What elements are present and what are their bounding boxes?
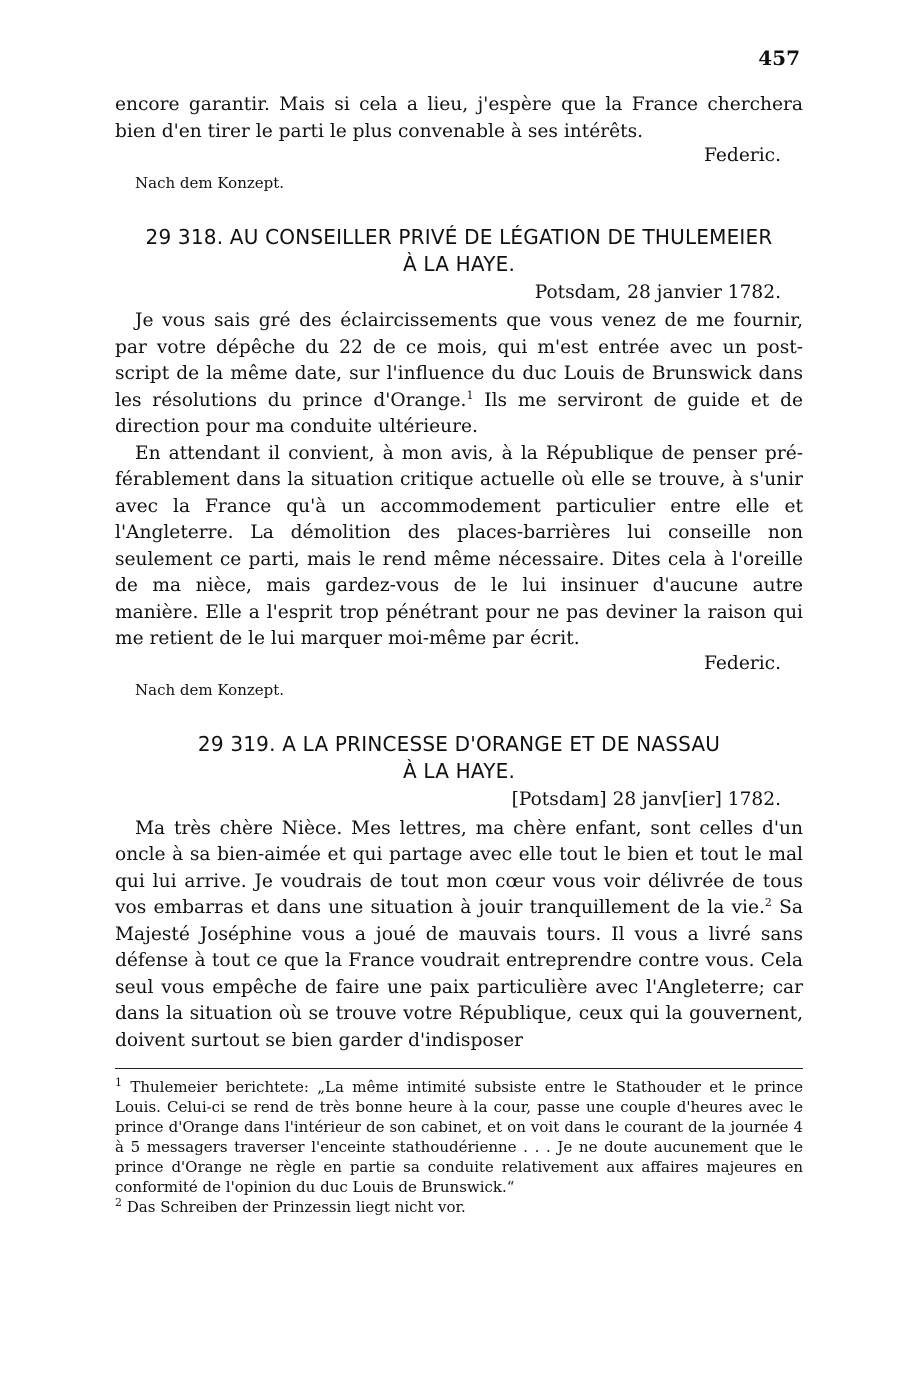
letter-heading	[115, 731, 803, 785]
heading-line-1: 29 319. A LA PRINCESSE D'ORANGE ET DE NASSAU	[197, 732, 721, 756]
intro-section	[115, 92, 803, 194]
footnote-ref: 1	[466, 388, 474, 402]
footnote-text: Thulemeier berichtete: „La même intimité subsiste entre le Stathouder et le prince Louis. Celui-ci se rend de très bonne heure à la cour, passe une couple d'heures avec le prince d'Orange dans l'intérieur de son cabinet, et on voit dans le courant de la journée 4 à 5 messagers traverser l'enceinte stathoudérienne . . . Je ne doute aucunement que le prince d'Orange ne règle en partie sa conduite relativement aux affaires majeures en conformité de l'opinion du duc Louis de Brunswick.“	[115, 1078, 803, 1196]
footnote	[115, 1197, 803, 1217]
letter-date: Potsdam, 28 janvier 1782.	[534, 281, 781, 303]
letter-paragraph: En attendant il convient, à mon avis, à la République de penser pré-férablement dans la situation critique actuelle où elle se trouve, à s'unir avec la France qu'à un accommodement particulier entre elle et l'Angleterre. La démolition des places-barrières lui conseille non seulement ce parti, mais le rend même nécessaire. Dites cela à l'oreille de ma nièce, mais gardez-vous de le lui insinuer d'aucune autre manière. Elle a l'esprit trop pénétrant pour ne pas deviner la raison qui me retient de le lui marquer moi-même par écrit.	[115, 442, 803, 649]
source-note: Nach dem Konzept.	[135, 681, 285, 699]
signature: Federic.	[704, 652, 781, 674]
footnote-mark: 2	[115, 1196, 122, 1209]
heading-line-1: 29 318. AU CONSEILLER PRIVÉ DE LÉGATION DE THULEMEIER	[145, 224, 773, 249]
paragraph-text: Je vous sais gré des éclaircissements que vous venez de me fournir, par votre dépêche du 22 de ce mois, qui m'est entrée avec un post-script de la même date, sur l'influence du duc Louis de Brunswick dans les résolutions du prince d'Orange.	[115, 310, 803, 411]
page-content	[115, 92, 803, 1217]
letter-date: [Potsdam] 28 janv[ier] 1782.	[511, 789, 781, 810]
footnote-text: Das Schreiben der Prinzessin liegt nicht vor.	[122, 1198, 466, 1216]
heading-line-2: À LA HAYE.	[402, 759, 516, 783]
paragraph-text: Ils me serviront de guide et de direction pour ma conduite ultérieure.	[115, 389, 803, 437]
letter-paragraph	[115, 816, 803, 1055]
letter-heading	[115, 224, 803, 278]
footnote	[115, 1077, 803, 1197]
letter-29319	[115, 731, 803, 1054]
source-note: Nach dem Konzept.	[135, 173, 285, 192]
letter-paragraph	[115, 308, 803, 441]
paragraph-text: Ma très chère Nièce. Mes lettres, ma chère enfant, sont celles d'un oncle à sa bien-aimée et qui partage avec elle tout le bien et tout le mal qui lui arrive. Je voudrais de tout mon cœur vous voir délivrée de tous vos embarras et dans une situation à jouir tranquillement de la vie.	[115, 817, 803, 918]
page-number: 457	[758, 46, 800, 70]
paragraph-text: Sa Majesté Joséphine vous a joué de mauvais tours. Il vous a livré sans défense à tout ce que la France voudrait entreprendre contre vous. Cela seul vous empêche de faire une paix particulière avec l'Angleterre; car dans la situation où se trouve votre République, ceux qui la gouvernent, doivent surtout se bien garder d'indisposer	[115, 897, 803, 1051]
letter-29318	[115, 224, 803, 702]
footnote-ref: 2	[764, 895, 772, 909]
footnotes	[115, 1077, 803, 1217]
footnote-divider	[115, 1068, 803, 1069]
heading-line-2: À LA HAYE.	[402, 251, 516, 276]
intro-paragraph: encore garantir. Mais si cela a lieu, j'espère que la France cherchera bien d'en tirer le parti le plus convenable à ses intérêts.	[115, 94, 803, 142]
signature: Federic.	[704, 145, 781, 166]
footnote-mark: 1	[115, 1076, 122, 1089]
